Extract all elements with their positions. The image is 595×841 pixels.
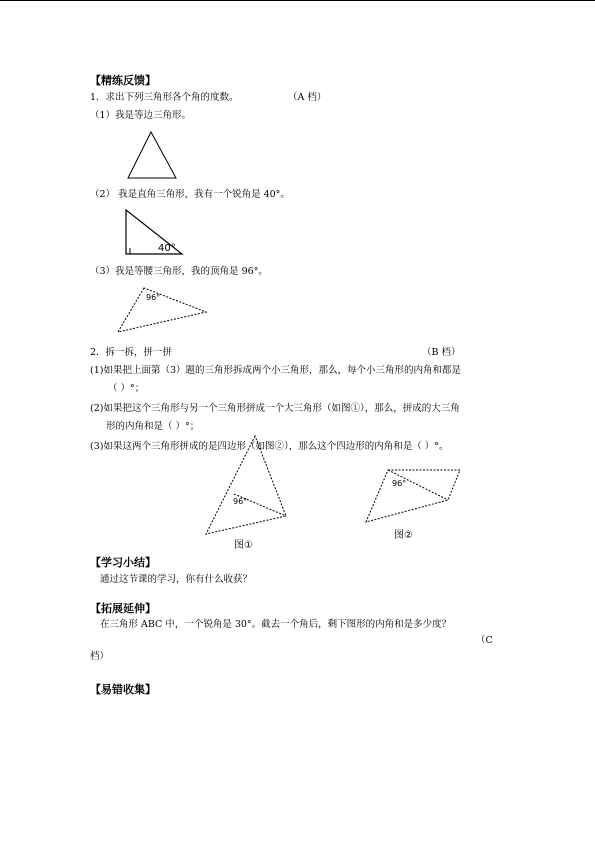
figure-2-angle-label: 96° <box>392 479 407 488</box>
q2-step2-line2: 形的内角和是（ ）°； <box>106 421 200 432</box>
q1-level: （A 档） <box>288 92 327 103</box>
section-summary-heading: 【学习小结】 <box>90 556 156 569</box>
isosceles-triangle-angle-label: 96° <box>146 293 161 302</box>
q1-title: 1．求出下列三角形各个角的度数。 <box>90 92 239 103</box>
q2-title: 2．拆一拆，拼一拼 <box>90 347 173 358</box>
summary-text: 通过这节课的学习，你有什么收获？ <box>100 574 253 585</box>
extension-line1: 在三角形 ABC 中，一个锐角是 30°。截去一个角后，剩下图形的内角和是多少度？ <box>100 619 452 630</box>
figure-1-caption: 图① <box>234 540 253 551</box>
section-feedback-heading: 【精练反馈】 <box>90 74 156 87</box>
right-triangle-figure <box>120 204 190 260</box>
figure-2-quadrilateral <box>360 462 490 542</box>
q1-part1: （1）我是等边三角形。 <box>90 110 192 121</box>
section-mistakes-heading: 【易错收集】 <box>90 683 156 696</box>
q2-step1-line2: （ ）°； <box>108 383 145 394</box>
q2-step2-line1: (2)如果把这个三角形与另一个三角形拼成一个大三角形（如图①），那么，拼成的大三角 <box>90 403 460 414</box>
isosceles-triangle-figure <box>110 280 220 338</box>
page-top-rule <box>0 0 595 1</box>
figure-2-caption: 图② <box>394 530 413 541</box>
equilateral-triangle-figure <box>120 128 200 184</box>
q2-step1-line1: (1)如果把上面第（3）题的三角形拆成两个小三角形，那么，每个小三角形的内角和都是 <box>90 365 462 376</box>
q2-step3: (3)如果这两个三角形拼成的是四边形（如图②），那么这个四边形的内角和是（ ）°。 <box>90 441 449 452</box>
figure-1-angle-label: 96° <box>233 497 248 506</box>
right-triangle-angle-label: 40° <box>158 243 176 254</box>
q1-part3: （3）我是等腰三角形，我的顶角是 96°。 <box>90 266 268 277</box>
q1-part2: （2） 我是直角三角形，我有一个锐角是 40°。 <box>90 189 290 200</box>
section-extension-heading: 【拓展延伸】 <box>90 602 156 615</box>
figure-1-large-triangle <box>200 432 300 552</box>
extension-level-part1: （C <box>476 635 493 646</box>
q2-level: （B 档） <box>422 347 461 358</box>
extension-level-part2: 档） <box>90 651 110 662</box>
